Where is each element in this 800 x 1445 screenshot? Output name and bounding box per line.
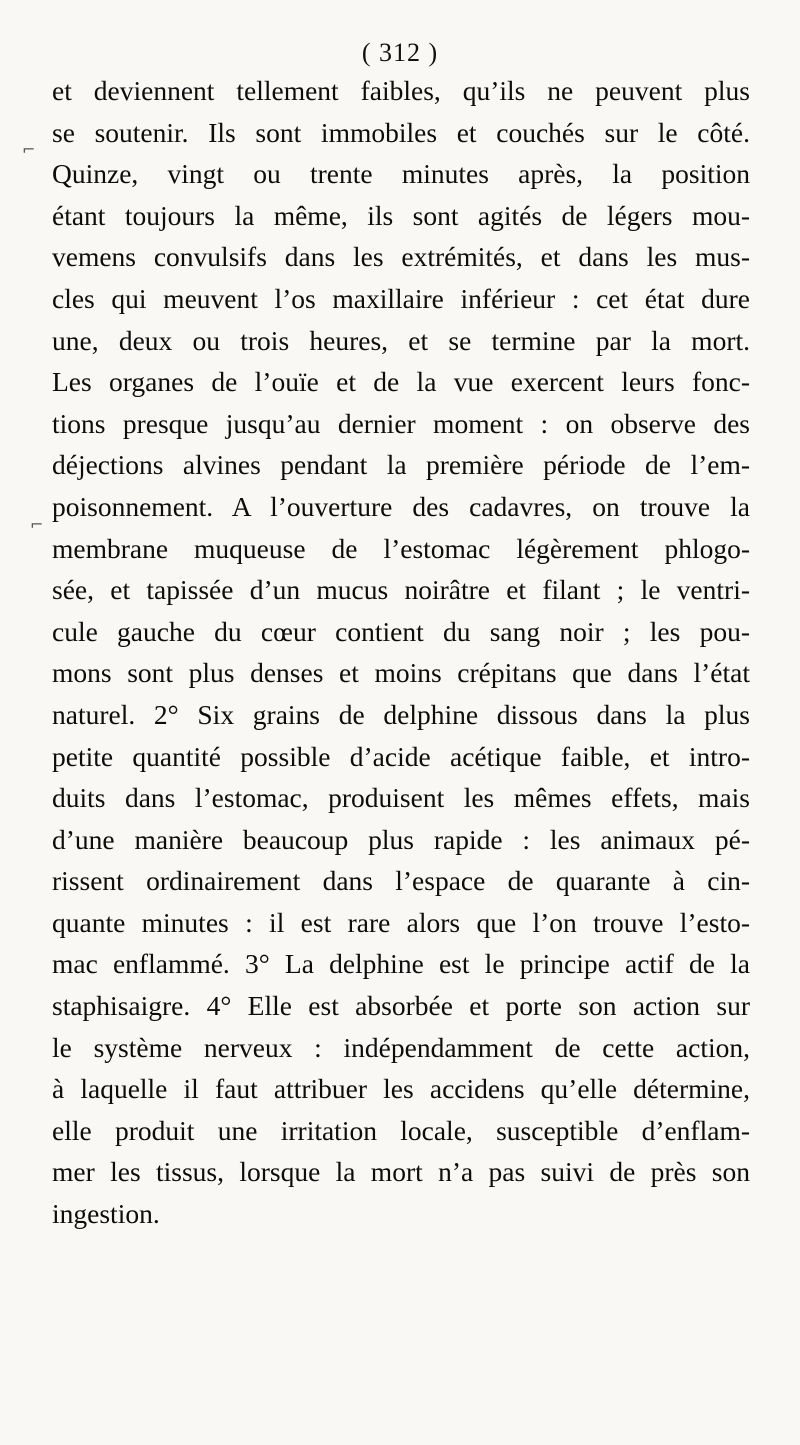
text-line: le système nerveux : indépendamment de cette action, (52, 1031, 750, 1063)
text-line: et deviennent tellement faibles, qu’ils ne peuvent plus (52, 75, 750, 106)
text-line: se soutenir. Ils sont immobiles et couchés sur le côté. (52, 116, 750, 148)
text-line: mer les tissus, lorsque la mort n’a pas suivi de près son (52, 1156, 750, 1188)
text-line: mons sont plus denses et moins crépitans que dans l’état (52, 657, 750, 689)
text-line: poisonnement. A l’ouverture des cadavres, on trouve la (52, 490, 750, 522)
text-line: rissent ordinairement dans l’espace de quarante à cin- (52, 865, 750, 897)
body-text (52, 70, 750, 1235)
text-line: sée, et tapissée d’un mucus noirâtre et filant ; le ventri- (52, 574, 750, 606)
margin-tick-mark: ⌐ (30, 515, 44, 534)
text-line: petite quantité possible d’acide acétique faible, et intro- (52, 740, 750, 772)
text-line: une, deux ou trois heures, et se termine par la mort. (52, 324, 750, 356)
margin-dash-mark: ⌐ (22, 140, 36, 159)
text-line: Les organes de l’ouïe et de la vue exercent leurs fonc- (52, 366, 750, 398)
text-line: ingestion. (52, 1198, 160, 1230)
text-line: d’une manière beaucoup plus rapide : les animaux pé- (52, 823, 750, 855)
text-line: tions presque jusqu’au dernier moment : on observe des (52, 407, 750, 439)
text-line: staphisaigre. 4° Elle est absorbée et porte son action sur (52, 990, 750, 1022)
text-line: étant toujours la même, ils sont agités de légers mou- (52, 199, 750, 231)
text-line: quante minutes : il est rare alors que l’on trouve l’esto- (52, 906, 750, 938)
text-line: naturel. 2° Six grains de delphine dissous dans la plus (52, 698, 750, 730)
text-line: déjections alvines pendant la première période de l’em- (52, 449, 750, 481)
text-line: duits dans l’estomac, produisent les mêmes effets, mais (52, 782, 750, 814)
text-line: elle produit une irritation locale, susceptible d’enflam- (52, 1114, 750, 1146)
page-number: ( 312 ) (361, 38, 439, 67)
text-line: Quinze, vingt ou trente minutes après, la position (52, 158, 750, 190)
text-line: cles qui meuvent l’os maxillaire inférieur : cet état dure (52, 282, 750, 314)
text-line: mac enflammé. 3° La delphine est le principe actif de la (52, 948, 750, 980)
text-line: cule gauche du cœur contient du sang noir ; les pou- (52, 615, 750, 647)
text-line: à laquelle il faut attribuer les accidens qu’elle détermine, (52, 1073, 750, 1105)
text-line: vemens convulsifs dans les extrémités, et dans les mus- (52, 241, 750, 273)
text-line: membrane muqueuse de l’estomac légèrement phlogo- (52, 532, 750, 564)
